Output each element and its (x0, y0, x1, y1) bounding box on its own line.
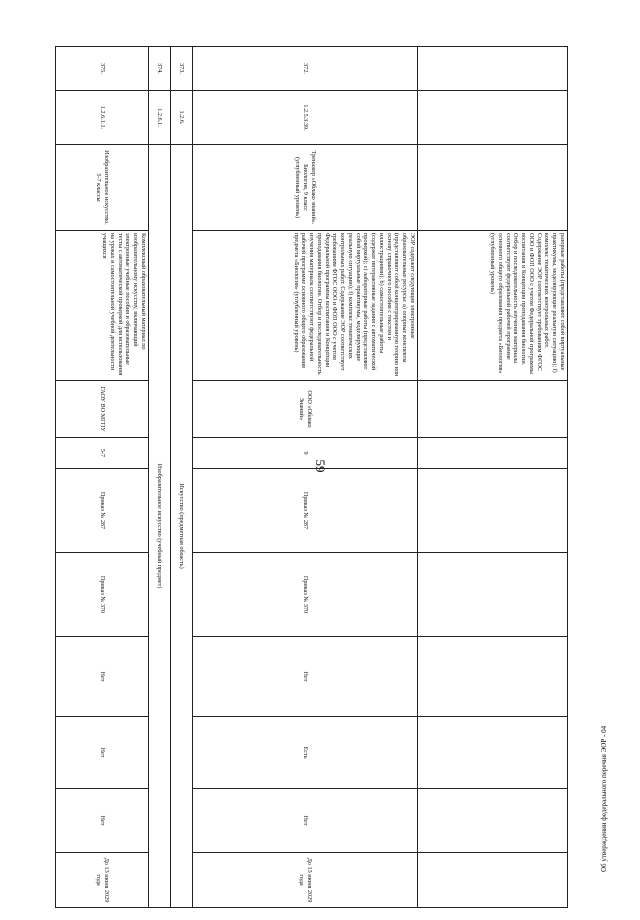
page-number: 59 (313, 459, 328, 473)
cell-grade: 5-7 (56, 438, 149, 469)
cell-description: разорные работы (представляют собой виртуальные практикумы, моделирующие реальную ситуацию); f) комплекс тематических контрольных работ. Содержание ЭОР соответствует требованиям ФГОС ООО и ФОП ООО с учетом Федеральной программы воспитания и Концепции преподавания биологии. Отбор и последовательность изучения материала соответствуют федеральной рабочей программе основного общего образования предмета «Биология» (углубленный уровень) (418, 231, 568, 381)
cell-code: 1.2.5.3.39. (193, 91, 418, 145)
cell-date: До 13 июня 2029 года (56, 853, 149, 908)
footer (600, 50, 610, 920)
table-row-375 (56, 47, 149, 908)
cell-value-2: Есть (193, 717, 418, 789)
cell-order-2: Приказ № 370 (56, 553, 149, 637)
cell-grade: 9 (193, 438, 418, 469)
cell-name: Изобразительное искусство. 5-7 классы (56, 145, 149, 231)
cell-code: 1.2.6.1.1. (56, 91, 149, 145)
table-row-374 (149, 47, 171, 908)
cell-order-1: Приказ № 287 (193, 469, 418, 553)
cell-org: ГАОУ ВО МГПУ (56, 381, 149, 438)
cell-description: ЭОР содержит следующие электронные образовательные ресурсы: a) опорные конспекты (представляют собой концентрированную теорию или основу справочного пособия с текстом и иллюстрациями); b) самостоятельные работы (содержат интерактивные задания с автоматической проверкой); c) лабораторные работы (представляют собой виртуальные практикумы, моделирующие реальную ситуацию); f) комплекс тематических контрольных работ. Содержание ЭОР соответствует требованиям ФГОС ООО и ФОП ООО с учетом Федеральной программы воспитания и Концепции преподавания биологии. Отбор и последовательность изучения материала соответствуют федеральной рабочей программе основного общего образования предмета «Биология» (углубленный уровень) (193, 231, 418, 381)
cell-org: ООО «Облако Знаний» (193, 381, 418, 438)
cell-section-title: Изобразительное искусство (учебный предмет) (149, 145, 171, 908)
cell-num: 373. (171, 47, 193, 91)
cell-value-3: Нет (193, 789, 418, 853)
table-row-continuation (418, 47, 568, 908)
cell-value-2: Нет (56, 717, 149, 789)
cell-code: 1.2.6. (171, 91, 193, 145)
table-row-373 (171, 47, 193, 908)
cell-date: До 13 июня 2029 года (193, 853, 418, 908)
cell-order-2: Приказ № 370 (193, 553, 418, 637)
cell-section-title: Искусство (предметная область) (171, 145, 193, 908)
footer-text: Об утверждении федерального перечня ЭОР - 04 (600, 725, 608, 872)
cell-num: 375. (56, 47, 149, 91)
cell-value-3: Нет (56, 789, 149, 853)
cell-order-1: Приказ № 287 (56, 469, 149, 553)
cell-code: 1.2.6.1. (149, 91, 171, 145)
registry-table-rotated (56, 46, 568, 907)
cell-name: Тренажер «Облако знаний». Биология, 9 класс (углубленный уровень) (193, 145, 418, 231)
cell-num: 372. (193, 47, 418, 91)
cell-num: 374. (149, 47, 171, 91)
cell-value-1: Нет (56, 637, 149, 717)
cell-value-1: Нет (193, 637, 418, 717)
cell-description: Комплексный образовательный материал по изобразительному искусству, включающий электронные учебные пособия и образовательные тесты с автоматической проверкой для использования на уроках и самостоятельной учебной деятельности учащихся (56, 231, 149, 381)
table-row-372 (193, 47, 418, 908)
registry-table (55, 46, 568, 908)
